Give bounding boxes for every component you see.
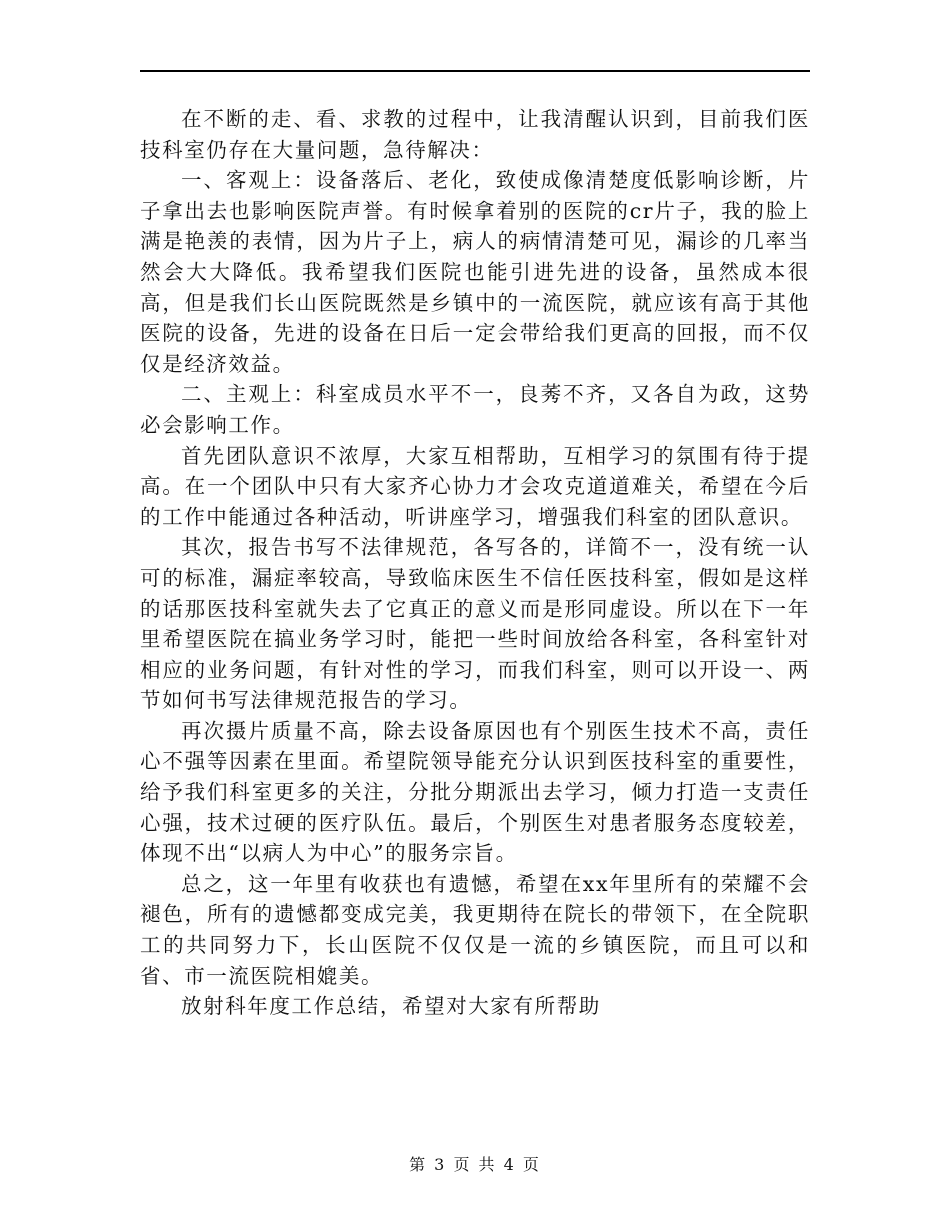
paragraph-team-awareness: 首先团队意识不浓厚，大家互相帮助，互相学习的氛围有待于提高。在一个团队中只有大家齐心协力才会攻克道道难关，希望在今后的工作中能通过各种活动，听讲座学习，增强我们科室的团队意识。	[140, 443, 810, 529]
footer-total-pages: 4	[503, 1155, 516, 1174]
paragraph-report-writing: 其次，报告书写不法律规范，各写各的，详简不一，没有统一认可的标准，漏症率较高，导致临床医生不信任医技科室，假如是这样的话那医技科室就失去了它真正的意义而是形同虚设。所以在下一年里希望医院在搞业务学习时，能把一些时间放给各科室，各科室针对相应的业务问题，有针对性的学习，而我们科室，则可以开设一、两节如何书写法律规范报告的学习。	[140, 535, 810, 713]
paragraph-film-quality: 再次摄片质量不高，除去设备原因也有个别医生技术不高，责任心不强等因素在里面。希望院领导能充分认识到医技科室的重要性，给予我们科室更多的关注，分批分期派出去学习，倾力打造一支责任心强，技术过硬的医疗队伍。最后，个别医生对患者服务态度较差，体现不出“以病人为中心”的服务宗旨。	[140, 718, 810, 866]
page-footer	[0, 1155, 950, 1175]
header-rule	[140, 70, 810, 72]
paragraph-closing: 放射科年度工作总结，希望对大家有所帮助	[181, 994, 601, 1019]
footer-suffix: 页	[522, 1155, 541, 1174]
paragraph-objective-issues: 一、客观上：设备落后、老化，致使成像清楚度低影响诊断，片子拿出去也影响医院声誉。有时候拿着别的医院的cr片子，我的脸上满是艳羡的表情，因为片子上，病人的病情清楚可见，漏诊的几率当然会大大降低。我希望我们医院也能引进先进的设备，虽然成本很高，但是我们长山医院既然是乡镇中的一流医院，就应该有高于其他医院的设备，先进的设备在日后一定会带给我们更高的回报，而不仅仅是经济效益。	[140, 168, 810, 376]
footer-prefix: 第	[409, 1155, 428, 1174]
document-body	[140, 104, 810, 1022]
footer-page-number: 3	[434, 1155, 447, 1174]
paragraph-subjective-issues: 二、主观上：科室成员水平不一，良莠不齐，又各自为政，这势必会影响工作。	[140, 382, 810, 437]
footer-middle: 页 共	[453, 1155, 497, 1174]
paragraph-intro: 在不断的走、看、求教的过程中，让我清醒认识到，目前我们医技科室仍存在大量问题，急待解决：	[140, 107, 810, 162]
paragraph-summary: 总之，这一年里有收获也有遗憾，希望在xx年里所有的荣耀不会褪色，所有的遗憾都变成完美，我更期待在院长的带领下，在全院职工的共同努力下，长山医院不仅仅是一流的乡镇医院，而且可以和省、市一流医院相媲美。	[140, 871, 810, 988]
